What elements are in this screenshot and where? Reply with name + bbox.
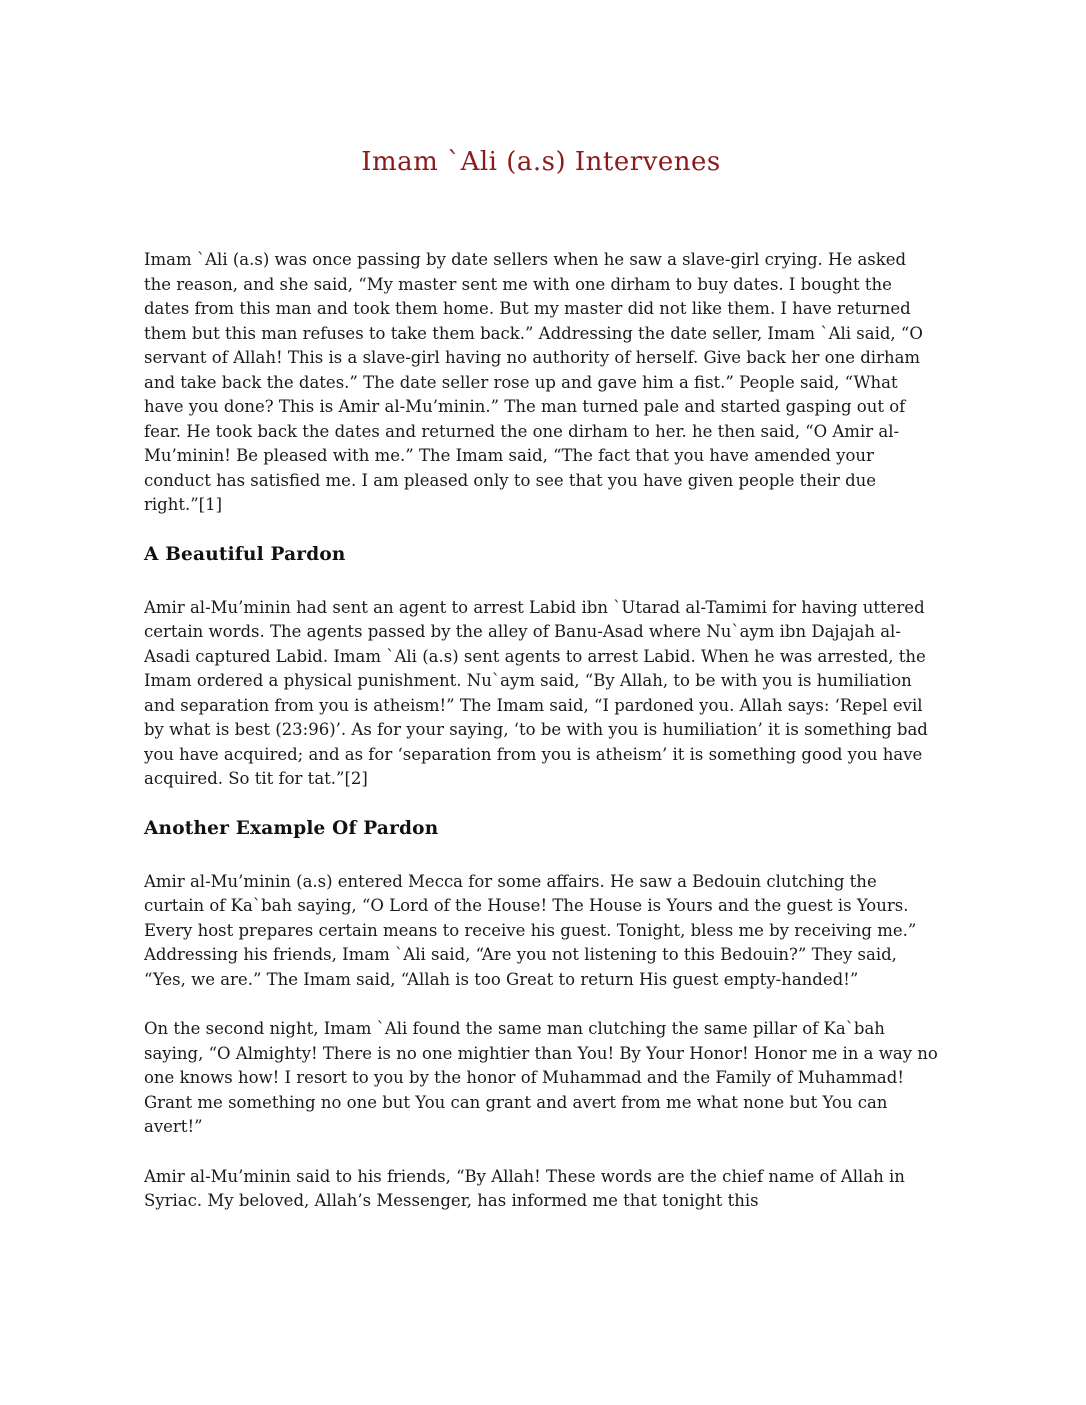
paragraph-bedouin-first-night: Amir al-Mu’minin (a.s) entered Mecca for some affairs. He saw a Bedouin clutching the curtain of Ka`bah saying, “O Lord of the House! The House is Yours and the guest is Yours. Every host prepares certain means to receive his guest. Tonight, bless me by receiving me.” Addressing his friends, Imam `Ali said, “Are you not listening to this Bedouin?” They said, “Yes, we are.” The Imam said, “Allah is too Great to return His guest empty-handed!” xyxy=(144,871,917,989)
section-heading-a-beautiful-pardon: A Beautiful Pardon xyxy=(144,543,346,565)
paragraph-bedouin-second-night: On the second night, Imam `Ali found the same man clutching the same pillar of Ka`bah saying, “O Almighty! There is no one mightier than You! By Your Honor! Honor me in a way no one knows how! I resort to you by the honor of Muhammad and the Family of Muhammad! Grant me something no one but You can grant and avert from me what none but You can avert!” xyxy=(144,1019,938,1136)
paragraph-labid-pardon-story: Amir al-Mu’minin had sent an agent to arrest Labid ibn `Utarad al-Tamimi for having uttered certain words. The agents passed by the alley of Banu-Asad where Nu`aym ibn Dajajah al-Asadi captured Labid. Imam `Ali (a.s) sent agents to arrest Labid. When he was arrested, the Imam ordered a physical punishment. Nu`aym said, “By Allah, to be with you is humiliation and separation from you is atheism!” The Imam said, “I pardoned you. Allah says: ‘Repel evil by what is best (23:96)’. As for your saying, ‘to be with you is humiliation’ it is something bad you have acquired; and as for ‘separation from you is atheism’ it is something good you have acquired. So tit for tat.”[2] xyxy=(144,597,928,788)
paragraph-date-seller-story: Imam `Ali (a.s) was once passing by date sellers when he saw a slave-girl crying. He asked the reason, and she said, “My master sent me with one dirham to buy dates. I bought the dates from this man and took them home. But my master did not like them. I have returned them but this man refuses to take them back.” Addressing the date seller, Imam `Ali said, “O servant of Allah! This is a slave-girl having no authority of herself. Give back her one dirham and take back the dates.” The date seller rose up and gave him a fist.” People said, “What have you done? This is Amir al-Mu’minin.” The man turned pale and started gasping out of fear. He took back the dates and returned the one dirham to her. he then said, “O Amir al-Mu’minin! Be pleased with me.” The Imam said, “The fact that you have amended your conduct has satisfied me. I am pleased only to see that you have given people their due right.”[1] xyxy=(144,250,923,514)
paragraph-chief-name-of-allah: Amir al-Mu’minin said to his friends, “By Allah! These words are the chief name of Allah in Syriac. My beloved, Allah’s Messenger, has informed me that tonight this xyxy=(144,1166,905,1210)
section-heading-another-example-of-pardon: Another Example Of Pardon xyxy=(144,817,439,839)
document-title: Imam `Ali (a.s) Intervenes xyxy=(361,147,721,177)
